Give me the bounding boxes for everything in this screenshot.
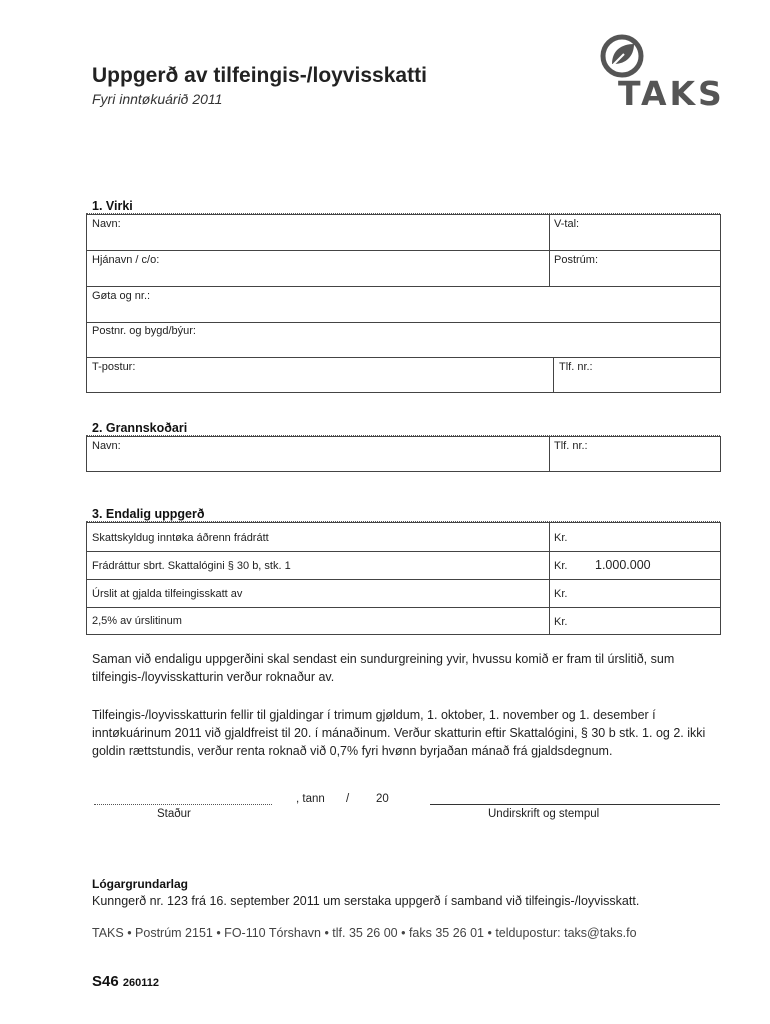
virki-tlf-label: Tlf. nr.: xyxy=(559,361,593,373)
logo-text: TAKS xyxy=(618,74,725,113)
currency-label: Kr. xyxy=(554,532,568,544)
table-row-label: Frádráttur sbrt. Skattalógini § 30 b, stk. 1 xyxy=(92,560,291,572)
virki-gota-label: Gøta og nr.: xyxy=(92,290,151,302)
section2-table xyxy=(86,436,721,472)
table-row-label: Úrslit at gjalda tilfeingisskatt av xyxy=(92,588,243,600)
leaf-icon xyxy=(600,34,644,78)
place-line xyxy=(94,804,272,805)
currency-label: Kr. xyxy=(554,560,568,572)
grannskodari-navn-label: Navn: xyxy=(92,440,121,452)
virki-postrum-label: Postrúm: xyxy=(554,254,599,266)
undirskrift-label: Undirskrift og stempul xyxy=(488,808,600,820)
virki-postnr-label: Postnr. og bygd/býur: xyxy=(92,325,196,337)
legal-text: Kunngerð nr. 123 frá 16. september 2011 um serstaka uppgerð í samband við tilfeingis-/loyvisskatt. xyxy=(92,894,640,908)
form-code xyxy=(92,973,159,990)
grannskodari-tlf-label: Tlf. nr.: xyxy=(554,440,588,452)
tann-label: , tann xyxy=(296,793,325,805)
section2-heading: 2. Grannskoðari xyxy=(92,421,188,435)
section3-table xyxy=(86,522,721,635)
virki-vtal-label: V-tal: xyxy=(554,218,580,230)
section3-heading: 3. Endalig uppgerð xyxy=(92,507,205,521)
table-row-label: Skattskyldug inntøka áðrenn frádrátt xyxy=(92,532,269,544)
section1-table xyxy=(86,214,721,393)
signature-line xyxy=(430,804,720,805)
info-paragraph-2: Tilfeingis-/loyvisskatturin fellir til gjaldingar í trimum gjøldum, 1. oktober, 1. november og 1. desember í inntøkuárinum 2011 við gjaldfreist til 20. í mánaðinum. Verður skatturin eftir Skattalógini, § 30 b stk. 1. og 2. ikki goldin rættstundis, verður renta roknað við 0,7% fyri hvønn byrjaðan mánað frá gjaldsdegnum. xyxy=(92,708,706,758)
virki-tpostur-label: T-postur: xyxy=(92,361,136,373)
info-paragraph-1: Saman við endaligu uppgerðini skal sendast ein sundurgreining yvir, hvussu komið er fram til úrslitið, sum tilfeingis-/loyvisskatturin verður roknaður av. xyxy=(92,652,675,684)
virki-navn-label: Navn: xyxy=(92,218,121,230)
table-row-label: 2,5% av úrslitinum xyxy=(92,615,182,627)
year-prefix: 20 xyxy=(376,793,389,805)
fradrattur-value: 1.000.000 xyxy=(595,558,651,572)
page-title: Uppgerð av tilfeingis-/loyvisskatti xyxy=(92,64,427,87)
form-code-label: S46 xyxy=(92,973,119,990)
currency-label: Kr. xyxy=(554,616,568,628)
currency-label: Kr. xyxy=(554,588,568,600)
virki-hjanavn-label: Hjánavn / c/o: xyxy=(92,254,160,266)
section1-heading: 1. Virki xyxy=(92,199,133,213)
page-subtitle: Fyri inntøkuárið 2011 xyxy=(92,91,223,107)
footer-address: TAKS • Postrúm 2151 • FO-110 Tórshavn • tlf. 35 26 00 • faks 35 26 01 • teldupostur: taks@taks.fo xyxy=(92,926,637,940)
stadur-label: Staður xyxy=(157,808,191,820)
taks-logo xyxy=(598,34,738,114)
date-slash: / xyxy=(346,793,350,805)
legal-heading: Lógargrundarlag xyxy=(92,877,189,891)
form-number: 260112 xyxy=(122,977,159,989)
